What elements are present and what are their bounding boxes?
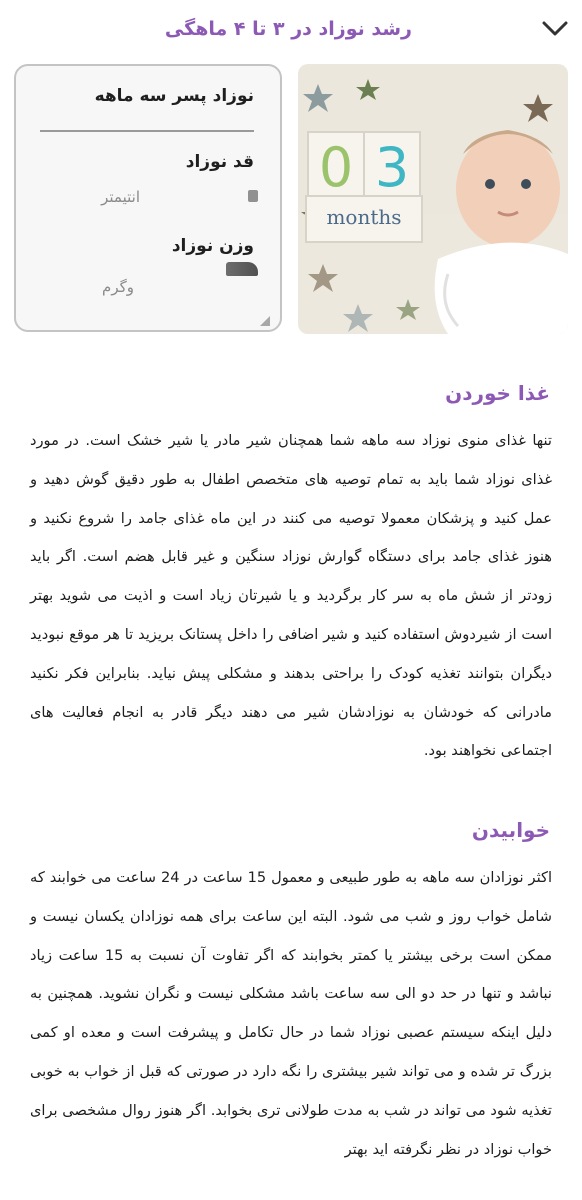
- height-label: قد نوزاد: [185, 152, 254, 172]
- height-value: انتیمتر: [101, 188, 140, 206]
- weight-number-redacted: [226, 262, 258, 276]
- month-blocks: [306, 132, 422, 242]
- chevron-down-icon[interactable]: [538, 14, 572, 44]
- section-header-title[interactable]: رشد نوزاد در ۳ تا ۴ ماهگی: [164, 18, 412, 40]
- sleeping-title: خوابیدن: [471, 818, 550, 842]
- eating-paragraph: تنها غذای منوی نوزاد سه ماهه شما همچنان شیر مادر یا شیر خشک است. در مورد غذای نوزاد شما باید به تمام توصیه های متخصص اطفال به طور دقیق گوش دهید و عمل کنید و پزشکان معمولا توصیه می کنند در این ماه غذای جامد را شروع نکنید و هنوز غذای جامد برای دستگاه گوارش نوزاد سنگین و غیر قابل هضم است. اگر باید زودتر از شش ماه به سر کار برگردید و یا شیرتان زیاد است و اذیت می شوید بهتر است از شیردوش استفاده کنید و شیر اضافی را داخل پستانک بریزید تا هر موقع نبودید دیگران بتوانند تغذیه کودک را براحتی بدهند و مشکلی پیش نیاید. بنابراین فکر نکنید مادرانی که خودشان به نوزادشان شیر می دهند دیگر قادر به انجام فعالیت های اجتماعی نخواهند بود.: [30, 432, 552, 760]
- resize-handle-icon: [260, 316, 270, 326]
- baby-info-card: [14, 64, 282, 332]
- height-number-redacted: [248, 190, 258, 202]
- card-divider: [40, 130, 254, 132]
- card-title: نوزاد پسر سه ماهه: [94, 86, 254, 106]
- photo-caption: months: [326, 205, 402, 229]
- sleeping-paragraph: اکثر نوزادان سه ماهه به طور طبیعی و معمول 15 ساعت در 24 ساعت می خوابند که شامل خواب روز و شب می شود. البته این ساعت برای همه نوزادان یکسان نیست و ممکن است برخی بیشتر یا کمتر بخوابند که اگر تفاوت آن نسبت به 15 ساعت زیاد نباشد و تنها در حد دو الی سه ساعت باشد مشکلی نیست و نگران نشوید. همچنین به دلیل اینکه سیستم عصبی نوزاد شما در حال تکامل و پیشرفت است و معده او کمی بزرگ تر شده و می تواند شیر بیشتری را نگه دارد در صورتی که قبل از خواب به خوبی تغذیه شود می تواند در شب به مدت طولانی تری بخوابد. اگر هنوز روال مشخصی برای خواب نوزاد در نظر نگرفته اید بهتر: [30, 869, 553, 1158]
- baby-photo: [298, 64, 568, 334]
- eating-title: غذا خوردن: [445, 381, 550, 405]
- weight-value: وگرم: [102, 278, 134, 296]
- weight-label: وزن نوزاد: [171, 236, 254, 256]
- photo-digit-0: 0: [318, 136, 354, 199]
- page-header: [0, 0, 582, 64]
- photo-digit-3: 3: [374, 136, 410, 199]
